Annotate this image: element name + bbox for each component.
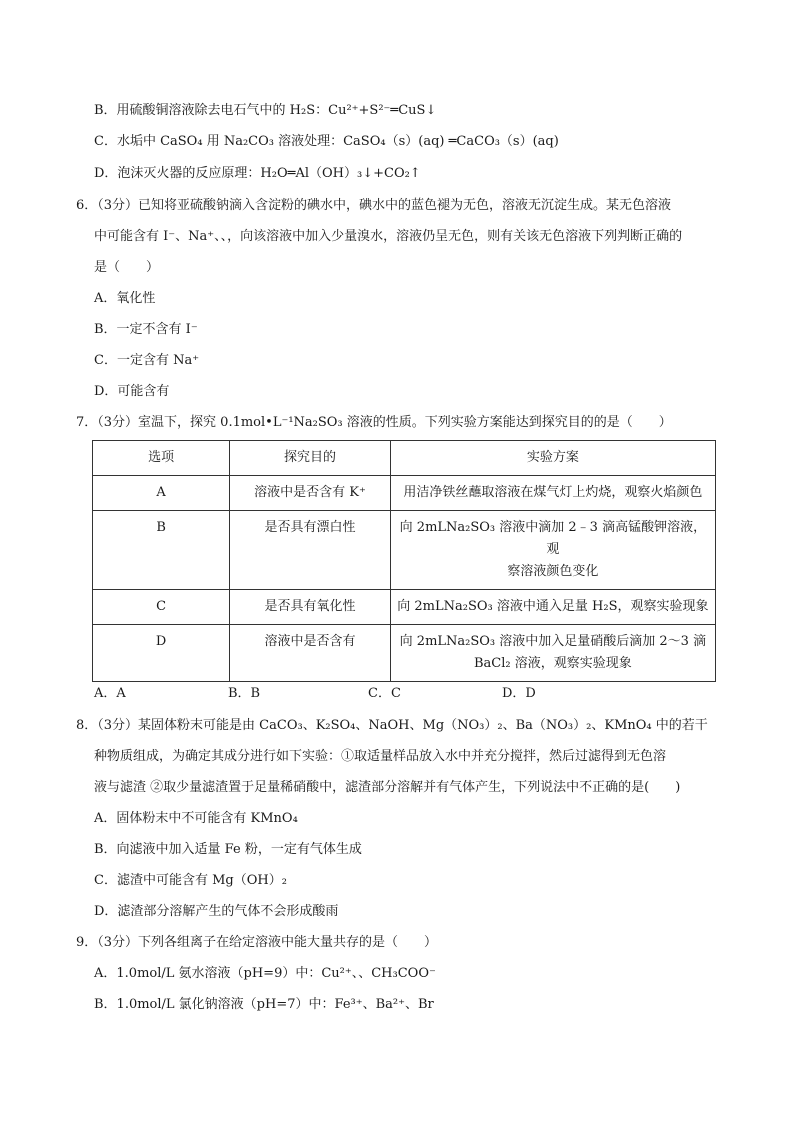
q8-stem-line-2: 种物质组成，为确定其成分进行如下实验：①取适量样品放入水中并充分搅拌，然后过滤得到无色溶: [94, 749, 667, 764]
q5-option-d: D．泡沫灭火器的反应原理：H₂O═Al（OH）₃↓+CO₂↑: [94, 166, 421, 181]
table-header-plan: 实验方案: [390, 441, 715, 476]
q8-stem-line-1: 8．（3分）某固体粉末可能是由 CaCO₃、K₂SO₄、NaOH、Mg（NO₃）₂、Ba（NO₃）₂、KMnO₄ 中的若干: [76, 718, 708, 733]
table-row: [93, 625, 716, 682]
q6-option-d: D．可能含有: [94, 384, 170, 399]
table-header-option: 选项: [93, 441, 230, 476]
q6-option-c: C．一定含有 Na⁺: [94, 353, 200, 368]
table-header-row: [93, 441, 716, 476]
table-row: [93, 590, 716, 625]
q8-option-c: C．滤渣中可能含有 Mg（OH）₂: [94, 873, 287, 888]
q6-option-a: A．氧化性: [94, 291, 156, 306]
q9-option-b: B．1.0mol/L 氯化钠溶液（pH=7）中：Fe³⁺、Ba²⁺、Br: [94, 997, 434, 1012]
table-cell-goal: 是否具有氧化性: [230, 590, 391, 625]
q6-stem-line-3: 是（ ）: [94, 260, 160, 275]
table-cell-plan: [390, 625, 715, 682]
table-cell-option: D: [93, 625, 230, 682]
table-cell-option: B: [93, 511, 230, 590]
q7-option-a: A．A: [94, 686, 126, 701]
q9-option-a: A．1.0mol/L 氨水溶液（pH=9）中：Cu²⁺、、CH₃COO⁻: [94, 966, 436, 981]
plan-line-1: 向 2mLNa₂SO₃ 溶液中加入足量硝酸后滴加 2～3 滴: [399, 634, 707, 649]
plan-line-1: 向 2mLNa₂SO₃ 溶液中滴加 2﹣3 滴高锰酸钾溶液，观: [399, 520, 707, 557]
table-cell-goal: 溶液中是否含有: [230, 625, 391, 682]
q5-option-b: B．用硫酸铜溶液除去电石气中的 H₂S：Cu²⁺+S²⁻═CuS↓: [94, 103, 437, 118]
table-row: [93, 511, 716, 590]
q8-option-b: B．向滤液中加入适量 Fe 粉，一定有气体生成: [94, 842, 362, 857]
q7-option-c: C．C: [368, 686, 401, 701]
table-cell-option: C: [93, 590, 230, 625]
q6-stem-line-2: 中可能含有 I⁻、Na⁺、、，向该溶液中加入少量溴水，溶液仍呈无色，则有关该无色溶液下列判断正确的: [94, 229, 683, 244]
plan-line-2: BaCl₂ 溶液，观察实验现象: [474, 656, 632, 671]
q6-option-b: B．一定不含有 I⁻: [94, 322, 198, 337]
plan-line-1: 向 2mLNa₂SO₃ 溶液中通入足量 H₂S，观察实验现象: [397, 599, 709, 614]
q7-option-d: D．D: [502, 686, 536, 701]
table-cell-plan: [390, 511, 715, 590]
q8-option-a: A．固体粉末中不可能含有 KMnO₄: [94, 811, 298, 826]
q5-option-c: C．水垢中 CaSO₄ 用 Na₂CO₃ 溶液处理：CaSO₄（s）(aq) ═CaCO₃（s）(aq): [94, 134, 559, 149]
experiment-table: [92, 440, 716, 682]
q6-stem-line-1: 6．（3分）已知将亚硫酸钠滴入含淀粉的碘水中，碘水中的蓝色褪为无色，溶液无沉淀生成。某无色溶液: [76, 198, 672, 213]
table-cell-option: A: [93, 476, 230, 511]
table-cell-goal: 是否具有漂白性: [230, 511, 391, 590]
plan-line-2: 察溶液颜色变化: [507, 564, 599, 579]
q8-option-d: D．滤渣部分溶解产生的气体不会形成酸雨: [94, 904, 339, 919]
table-row: [93, 476, 716, 511]
plan-line-1: 用洁净铁丝蘸取溶液在煤气灯上灼烧，观察火焰颜色: [403, 485, 703, 500]
q8-stem-line-3: 液与滤渣 ②取少量滤渣置于足量稀硝酸中，滤渣部分溶解并有气体产生，下列说法中不正确的是( ): [94, 780, 681, 795]
table-header-goal: 探究目的: [230, 441, 391, 476]
table-cell-plan: [390, 476, 715, 511]
q7-stem: 7．（3分）室温下，探究 0.1mol•L⁻¹Na₂SO₃ 溶液的性质。下列实验方案能达到探究目的的是（ ）: [76, 415, 672, 430]
table-cell-goal: 溶液中是否含有 K⁺: [230, 476, 391, 511]
table-cell-plan: [390, 590, 715, 625]
q7-option-b: B．B: [228, 686, 261, 701]
q9-stem: 9．（3分）下列各组离子在给定溶液中能大量共存的是（ ）: [76, 935, 438, 950]
